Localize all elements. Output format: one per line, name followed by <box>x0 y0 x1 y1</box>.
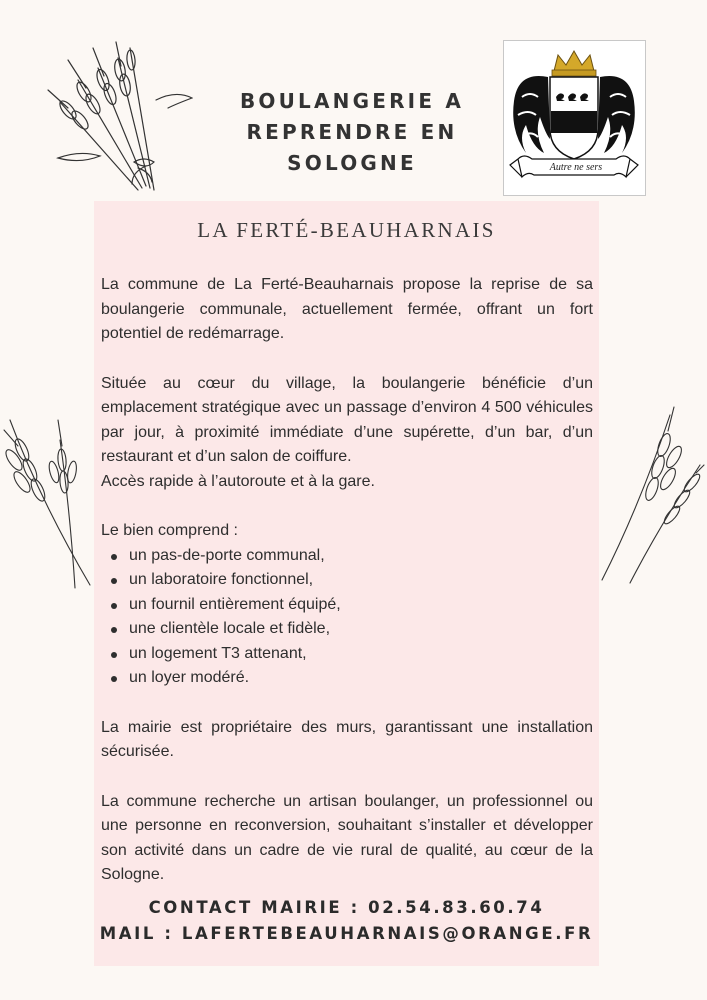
content-card <box>94 201 599 966</box>
contact-phone: CONTACT MAIRIE : 02.54.83.60.74 <box>148 898 545 917</box>
list-item: un laboratoire fonctionnel, <box>129 568 593 593</box>
list-item: un logement T3 attenant, <box>129 642 593 667</box>
ownership-paragraph: La mairie est propriétaire des murs, garantissant une installation sécurisée. <box>101 718 593 760</box>
list-item: un loyer modéré. <box>129 666 593 691</box>
list-item: un pas-de-porte communal, <box>129 544 593 569</box>
title-line-1: BOULANGERIE A <box>239 89 465 113</box>
title-line-3: SOLOGNE <box>287 151 417 175</box>
wheat-left-illustration <box>0 410 95 590</box>
access-paragraph: Accès rapide à l’autoroute et à la gare. <box>101 472 375 490</box>
includes-heading: Le bien comprend : <box>101 522 238 539</box>
coat-of-arms <box>503 40 646 196</box>
card-subtitle: LA FERTÉ-BEAUHARNAIS <box>197 218 496 242</box>
title-line-2: REPRENDRE EN <box>246 120 458 144</box>
crest-motto: Autre ne sers <box>549 162 603 173</box>
wheat-bundle-illustration <box>38 40 193 195</box>
list-item: un fournil entièrement équipé, <box>129 593 593 618</box>
includes-list <box>101 544 593 691</box>
page-title <box>222 86 482 179</box>
contact-mail: MAIL : LAFERTEBEAUHARNAIS@ORANGE.FR <box>99 924 594 943</box>
intro-paragraph: La commune de La Ferté-Beauharnais propose la reprise de sa boulangerie communale, actuellement fermée, offrant un fort potentiel de redémarrage. <box>101 276 593 342</box>
list-item: une clientèle locale et fidèle, <box>129 617 593 642</box>
wheat-right-illustration <box>600 405 707 585</box>
card-body <box>101 273 593 913</box>
location-paragraph: Située au cœur du village, la boulangerie bénéficie d’un emplacement stratégique avec un passage d’environ 4 500 véhicules par jour, à proximité immédiate d’une supérette, d’un bar, d’un restaurant et d’un salon de coiffure. <box>101 374 593 465</box>
search-paragraph: La commune recherche un artisan boulanger, un professionnel ou une personne en reconversion, souhaitant s’installer et développer son activité dans un cadre de vie rural de qualité, au cœur de la Sologne. <box>101 792 593 883</box>
